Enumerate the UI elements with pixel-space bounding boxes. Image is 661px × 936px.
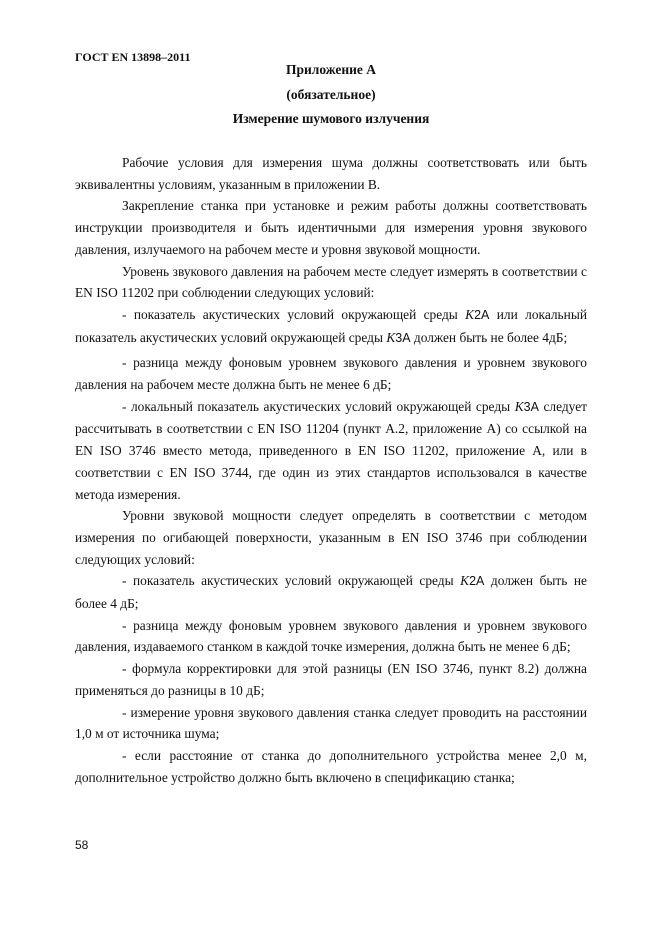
- paragraph: - формула корректировки для этой разницы (EN ISO 3746, пункт 8.2) должна применяться до разницы в 10 дБ;: [75, 661, 587, 698]
- paragraph: Уровень звукового давления на рабочем месте следует измерять в соответствии с EN ISO 11202 при соблюдении следующих условий:: [75, 263, 587, 301]
- paragraph: - разница между фоновым уровнем звукового давления и уровнем звукового давления, издаваемого станком в каждой точке измерения, должна быть не менее 6 дБ;: [75, 617, 587, 655]
- paragraph: - показатель акустических условий окружающей среды K2A или локальный показатель акустических условий окружающей среды K3A должен быть не более 4дБ;: [75, 306, 587, 345]
- paragraph: - измерение уровня звукового давления станка следует проводить на расстоянии 1,0 м от источника шума;: [75, 704, 587, 742]
- k-subscript: 3A: [523, 399, 539, 414]
- paragraph: - разница между фоновым уровнем звукового давления и уровнем звукового давления на рабочем месте должна быть не менее 6 дБ;: [75, 355, 587, 393]
- paragraph: - локальный показатель акустических условий окружающей среды K3A следует рассчитывать в соответствии с EN ISO 11204 (пункт А.2, приложение А) со ссылкой на EN ISO 3746 вместо метода, приведенного в EN ISO 11202, приложение А, или в соответствии с EN ISO 3744, где один из этих стандартов использовался в качестве метода измерения.: [75, 398, 587, 502]
- appendix-status: (обязательное): [286, 87, 376, 102]
- body-text: [75, 152, 587, 788]
- paragraph: Закрепление станка при установке и режим работы должны соответствовать инструкции производителя и быть идентичными для измерения уровня звукового давления, излучаемого на рабочем месте и уровня звуковой мощности.: [75, 198, 587, 257]
- k-subscript: 2A: [474, 307, 490, 322]
- k-subscript: 2A: [469, 574, 485, 589]
- page-number: 58: [75, 838, 89, 852]
- appendix-heading: Измерение шумового излучения: [232, 111, 430, 126]
- k-symbol: K: [386, 329, 396, 345]
- paragraph: - показатель акустических условий окружающей среды K2A должен быть не более 4 дБ;: [75, 573, 588, 612]
- document-header: ГОСТ EN 13898–2011: [75, 50, 191, 64]
- k-symbol: K: [460, 573, 470, 589]
- appendix-title: Приложение А: [285, 62, 377, 77]
- paragraph: Уровни звуковой мощности следует определять в соответствии с методом измерения по огибающей поверхности, указанным в EN ISO 3746 при соблюдении следующих условий:: [75, 508, 587, 567]
- paragraph: Рабочие условия для измерения шума должны соответствовать или быть эквивалентны условиям, указанным в приложении В.: [75, 155, 587, 192]
- paragraph: - если расстояние от станка до дополнительного устройства менее 2,0 м, дополнительное устройство должно быть включено в спецификацию станка;: [75, 747, 587, 785]
- k-symbol: K: [465, 306, 475, 322]
- k-subscript: 3A: [395, 330, 411, 345]
- k-symbol: K: [514, 398, 524, 414]
